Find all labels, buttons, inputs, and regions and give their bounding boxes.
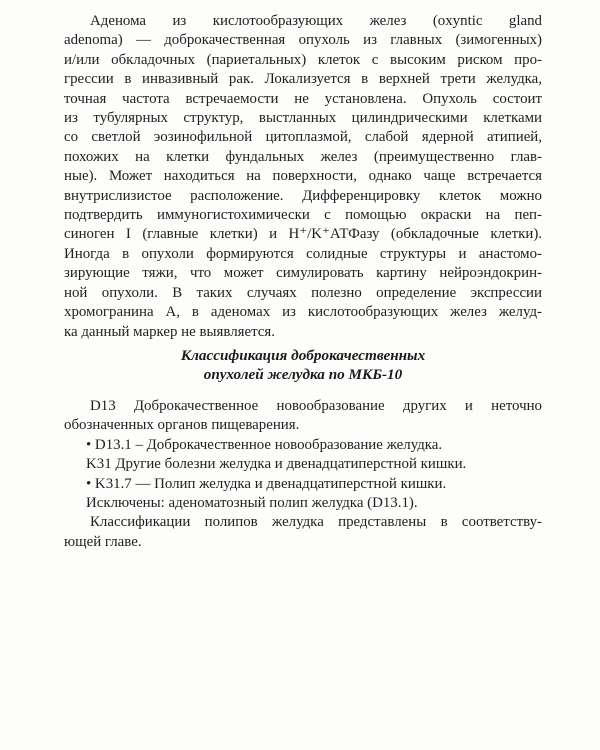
paragraph-line: внутрислизистое расположение. Дифференцировку клеток можно: [64, 187, 542, 204]
section-heading: [64, 346, 542, 384]
paragraph-line: со светлой эозинофильной цитоплазмой, слабой ядерной атипией,: [64, 129, 542, 146]
paragraph-line: из тубулярных структур, выстланных цилиндрическими клетками: [64, 110, 542, 127]
section-heading-line: Классификация доброкачественных: [180, 347, 426, 364]
paragraph-line: грессии в инвазивный рак. Локализуется в верхней трети желудка,: [64, 71, 542, 88]
section-heading-line: опухолей желудка по МКБ-10: [203, 366, 403, 383]
paragraph-line: Иногда в опухоли формируются солидные структуры и анастомо-: [64, 245, 542, 262]
paragraph-line: ка данный маркер не выявляется.: [64, 323, 275, 340]
icd-d13-line: D13 Доброкачественное новообразование других и неточно: [90, 398, 542, 414]
icd-excluded-line: Исключены: аденоматозный полип желудка (D13.1).: [86, 495, 418, 512]
paragraph-line: adenoma) — доброкачественная опухоль из главных (зимогенных): [64, 32, 542, 49]
icd-d13-line: обозначенных органов пищеварения.: [64, 417, 300, 434]
classification-note-line: Классификации полипов желудка представлены в соответству-: [90, 514, 542, 531]
icd-classification-list: [64, 397, 542, 552]
icd-k31-7-item: • K31.7 — Полип желудка и двенадцатиперстной кишки.: [86, 475, 447, 492]
paragraph-line: подтвердить иммуногистохимически с помощью окраски на пеп-: [64, 207, 542, 224]
paragraph-line: хромогранина А, в аденомах из кислотообразующих желез желуд-: [64, 304, 542, 321]
paragraph-line: синоген I (главные клетки) и H⁺/K⁺АТФазу (обкладочные клетки).: [64, 226, 542, 243]
paragraph-line: ной опухоли. В таких случаях полезно определение экспрессии: [64, 284, 542, 301]
icd-k31-line: K31 Другие болезни желудка и двенадцатиперстной кишки.: [86, 456, 467, 473]
paragraph-line: точная частота встречаемости не установлена. Опухоль состоит: [64, 90, 542, 107]
classification-note-line: ющей главе.: [64, 533, 142, 550]
paragraph-line: похожих на клетки фундальных желез (преимущественно глав-: [64, 148, 542, 165]
icd-d13-1-item: • D13.1 – Доброкачественное новообразование желудка.: [86, 436, 443, 453]
paragraph-line: Аденома из кислотообразующих желез (oxyntic gland: [90, 13, 542, 29]
paragraph-line: ные). Может находиться на поверхности, однако чаще встречается: [64, 168, 542, 185]
paragraph-line: зирующие тяжи, что может симулировать картину нейроэндокрин-: [64, 265, 542, 282]
paragraph-line: и/или обкладочных (париетальных) клеток с высоким риском про-: [64, 51, 542, 68]
adenoma-paragraph: [64, 12, 542, 342]
